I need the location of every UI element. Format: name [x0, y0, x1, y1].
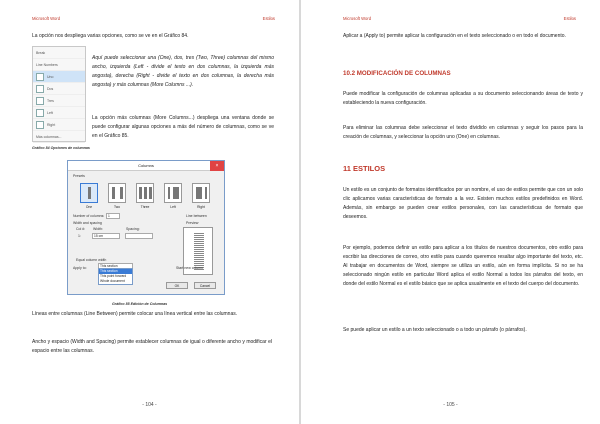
spacing-header: Spacing: — [126, 227, 140, 231]
width-input[interactable]: 15 cm — [92, 233, 120, 239]
header-section: Estilos — [262, 16, 275, 21]
preview-label: Preview — [186, 221, 199, 225]
intro-text: La opción nos despliega varias opciones, como se ve en el Gráfico 84. — [32, 33, 189, 39]
header-title: Microsoft Word — [32, 16, 61, 21]
spacing-input[interactable] — [125, 233, 153, 239]
apply-style-text: Se puede aplicar un estilo a un texto seleccionado o a todo un párrafo (o párrafos). — [343, 327, 527, 333]
preset-one-label: One — [85, 205, 93, 209]
apply-option-this-point[interactable]: This point forward — [100, 274, 127, 278]
right-page — [301, 0, 600, 424]
columns-description: Aquí puede seleccionar una (One), dos, tres (Two, Three) columnas del mismo ancho, izquierda (Left - divide el texto en dos columnas, la izquierda más angosta), derecha (Right - divide el texto en dos columnas, la derecha más angosta) y más columnas (More Columns ...). — [92, 55, 274, 88]
ribbon-option-break[interactable]: Break — [33, 47, 85, 59]
apply-to-dropdown — [98, 268, 133, 285]
styles-definition-text: Un estilo es un conjunto de formatos identificados por un nombre, el uso de estilos permite que con un solo clic aplicamos varias características de formato a la vez. Existen muchos estilos predefinidos en Word. Además, sin embargo se pueden crear estilos personales, con las características de formato que deseemos. — [343, 187, 583, 220]
start-new-column-checkbox[interactable]: Start new column — [176, 266, 204, 270]
close-icon[interactable]: × — [210, 161, 224, 171]
left-column-icon — [36, 109, 44, 117]
width-header: Width: — [93, 227, 103, 231]
preset-right-label: Right — [197, 205, 205, 209]
header-section: Estilos — [563, 16, 576, 21]
ribbon-option-line-numbers[interactable]: Line Numbers — [33, 59, 85, 71]
apply-to-label: Apply to: — [73, 266, 87, 270]
page-number: - 104 - — [142, 402, 157, 408]
more-columns-description: La opción más columnas (More Columns...) despliega una ventana donde se puede configurar algunas opciones a más del número de columnas, como se ve en el Gráfico 85. — [92, 115, 274, 139]
equal-width-checkbox[interactable]: Equal column width — [76, 258, 107, 262]
modify-columns-text: Puede modificar la configuración de columnas aplicadas a su documento seleccionando áreas de texto y estableciendo la nueva configuración. — [343, 91, 583, 106]
heading-10-2: 10.2 MODIFICACIÓN DE COLUMNAS — [343, 70, 451, 77]
row-number: 1: — [78, 234, 81, 238]
col-header: Col #: — [76, 227, 86, 231]
cancel-button[interactable]: Cancel — [194, 282, 216, 289]
preset-left[interactable] — [164, 183, 182, 203]
ribbon-item-three[interactable]: Tres — [33, 95, 85, 107]
columns-dialog — [67, 160, 225, 295]
caption-graphic-85: Gráfico 85 Edición de Columnas — [112, 302, 168, 306]
heading-11: 11 ESTILOS — [343, 164, 386, 173]
remove-columns-text: Para eliminar las columnas debe seleccionar el texto dividido en columnas y seguir los pasos para la creación de columnas, y seleccionar la opción uno (One) en columnas. — [343, 125, 583, 140]
styles-example-text: Por ejemplo, podemos definir un estilo para aplicar a los títulos de nuestros documentos, otro estilo para escribir las direcciones de correo, otro estilo para cuando queremos resaltar algo importante del texto, etc. Al trabajar en documentos de Word, siempre se utiliza un estilo, aún en forma implícita. Si no se ha seleccionado ningún estilo en particular Word aplica el estilo Normal a todos los párrafos del texto, en donde del estilo Normal es el estilo básico que se aplica usualmente en el texto del cuerpo del documento. — [343, 245, 583, 287]
columns-ribbon-menu — [32, 46, 86, 142]
ok-button[interactable]: OK — [166, 282, 188, 289]
right-column-icon — [36, 121, 44, 129]
header-title: Microsoft Word — [343, 16, 372, 21]
width-spacing-text: Ancho y espacio (Width and Spacing) permite establecer columnas de igual o diferente ancho y modificar el espacio entre las columnas. — [32, 339, 272, 354]
ribbon-item-more-columns[interactable]: Más columnas... — [33, 131, 85, 143]
ribbon-item-left[interactable]: Left — [33, 107, 85, 119]
line-between-checkbox[interactable]: Line between — [186, 214, 207, 218]
preset-one[interactable] — [80, 183, 98, 203]
page-number: - 105 - — [443, 402, 458, 408]
apply-option-whole-document[interactable]: Whole document — [100, 279, 125, 283]
ribbon-item-right[interactable]: Right — [33, 119, 85, 131]
one-column-icon — [36, 73, 44, 81]
preset-two-label: Two — [113, 205, 121, 209]
number-of-columns-input[interactable]: 1 — [106, 213, 120, 219]
two-column-icon — [36, 85, 44, 93]
left-page — [0, 0, 299, 424]
caption-graphic-84: Gráfico 84 Opciones de columnas — [32, 146, 90, 150]
apply-to-text: Aplicar a (Apply to) permite aplicar la configuración en el texto seleccionado o en todo el documento. — [343, 33, 566, 39]
ribbon-item-one[interactable]: Uno — [33, 71, 85, 83]
preset-left-label: Left — [170, 205, 176, 209]
preset-three-label: Three — [140, 205, 150, 209]
three-column-icon — [36, 97, 44, 105]
ribbon-item-two[interactable]: Dos — [33, 83, 85, 95]
presets-label: Presets — [73, 174, 85, 178]
apply-option-this-section[interactable]: This section — [99, 269, 132, 274]
preset-right[interactable] — [192, 183, 210, 203]
line-between-text: Líneas entre columnas (Line Between) permite colocar una línea vertical entre las columnas. — [32, 311, 238, 317]
number-of-columns-label: Number of columns: — [73, 214, 105, 218]
width-spacing-label: Width and spacing — [73, 221, 102, 225]
preset-two[interactable] — [108, 183, 126, 203]
apply-to-select[interactable]: This section — [98, 263, 133, 269]
dialog-title-bar: Columns × — [68, 161, 224, 171]
preset-three[interactable] — [136, 183, 154, 203]
